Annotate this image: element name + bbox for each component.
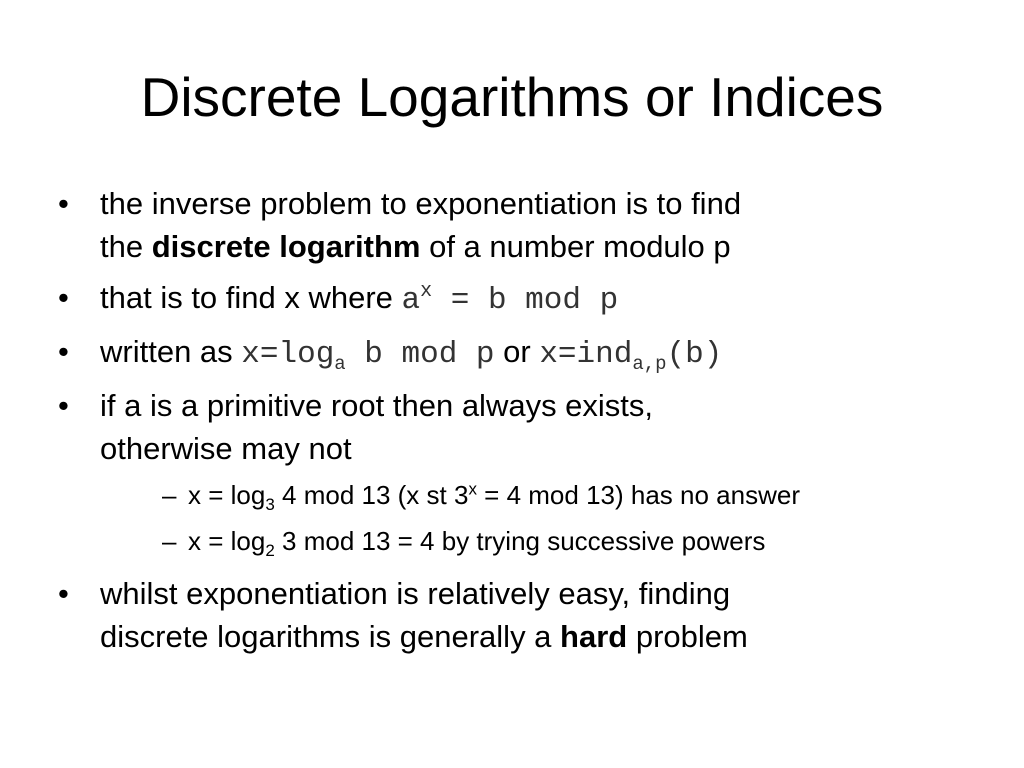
formula-exponent: x — [420, 279, 433, 303]
log-base-subscript: 3 — [265, 495, 275, 515]
bullet-text: written as — [100, 334, 242, 369]
bullet-text: otherwise may not — [100, 431, 352, 466]
bullet-marker: • — [58, 334, 69, 369]
bullet-list — [56, 182, 976, 666]
sub-bullet-text: 3 mod 13 = 4 by trying successive powers — [274, 526, 766, 556]
bullet-item-find-x — [56, 276, 976, 322]
sub-bullet-text: = 4 mod 13) has no answer — [476, 480, 800, 510]
sub-bullet-item — [100, 518, 976, 564]
formula-part: x=ind — [539, 337, 633, 372]
bullet-marker: • — [58, 280, 69, 315]
bold-term: hard — [560, 619, 628, 654]
bullet-marker: • — [58, 576, 69, 611]
sub-bullet-text: x = log — [188, 480, 266, 510]
bullet-text: if a is a primitive root then always exists, — [100, 388, 654, 423]
sub-bullet-marker: – — [162, 480, 177, 510]
bullet-item-inverse-problem — [56, 182, 976, 268]
formula-part: (b) — [666, 337, 723, 372]
bullet-text: discrete logarithms is generally a — [100, 619, 561, 654]
formula-base: a — [401, 283, 421, 318]
bullet-text: the inverse problem to exponentiation is to find — [100, 186, 742, 221]
formula-ind — [539, 337, 723, 376]
formula — [401, 279, 619, 318]
bullet-text: or — [494, 334, 540, 369]
bullet-item-hard-problem — [56, 572, 976, 658]
formula-rest: = b mod p — [432, 283, 619, 318]
sub-bullet-marker: – — [162, 526, 177, 556]
formula-subscript: a — [334, 353, 346, 376]
bold-term: discrete logarithm — [151, 229, 421, 264]
sub-bullet-text: x = log — [188, 526, 266, 556]
exponent-superscript: x — [468, 479, 477, 499]
formula-part: b mod p — [345, 337, 495, 372]
formula-subscript: a,p — [632, 353, 667, 376]
sub-bullet-text: 4 mod 13 (x st 3 — [274, 480, 469, 510]
bullet-marker: • — [58, 186, 69, 221]
bullet-item-written-as — [56, 330, 976, 376]
formula-log — [241, 337, 495, 376]
bullet-text: that is to find x where — [100, 280, 402, 315]
bullet-item-primitive-root — [56, 384, 976, 564]
log-base-subscript: 2 — [265, 541, 275, 561]
bullet-text: whilst exponentiation is relatively easy, finding — [100, 576, 731, 611]
sub-bullet-item — [100, 472, 976, 518]
bullet-text: problem — [627, 619, 748, 654]
bullet-text: the — [100, 229, 152, 264]
bullet-text: of a number modulo p — [420, 229, 731, 264]
formula-part: x=log — [241, 337, 335, 372]
bullet-marker: • — [58, 388, 69, 423]
slide-title: Discrete Logarithms or Indices — [140, 66, 884, 128]
sub-bullet-list — [100, 472, 976, 564]
